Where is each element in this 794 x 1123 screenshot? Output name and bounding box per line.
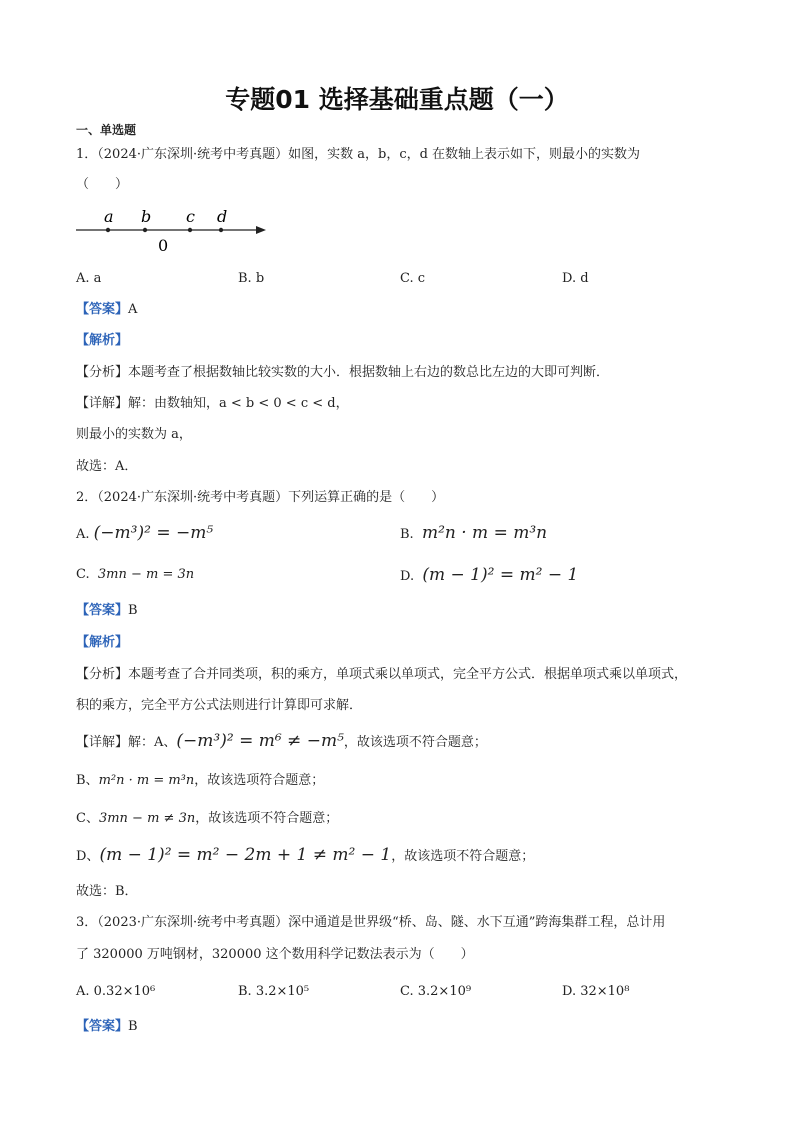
q1-fenxi bbox=[76, 364, 609, 382]
q2-xiangjie-a bbox=[76, 732, 487, 752]
answer-tag: 【答案】 bbox=[76, 302, 129, 317]
label-d: d bbox=[217, 207, 228, 226]
number-line-figure bbox=[76, 204, 276, 256]
q2-fenxi-line2: 积的乘方，完全平方公式法则进行计算即可求解． bbox=[76, 698, 363, 713]
answer-value: B bbox=[128, 1019, 138, 1034]
c-suffix: ，故该选项不符合题意； bbox=[195, 811, 339, 826]
analysis-tag: 【解析】 bbox=[76, 635, 129, 650]
q2-option-c-label: C. bbox=[76, 567, 90, 582]
q2-answer bbox=[76, 602, 138, 620]
q3-stem-line1: 3．（2023·广东深圳·统考中考真题）深中通道是世界级“桥、岛、隧、水下互通”跨海集群工程，总计用 bbox=[76, 915, 666, 930]
q1-analysis-heading bbox=[76, 332, 128, 350]
xiangjie-prefix: 解：A、 bbox=[128, 735, 177, 750]
q1-line2: 则最小的实数为 a， bbox=[76, 427, 192, 442]
point-b bbox=[143, 228, 147, 232]
q2-option-b-label: B. bbox=[400, 527, 414, 542]
page-title: 专题01 选择基础重点题（一） bbox=[225, 85, 569, 114]
q1-option-d: D. d bbox=[562, 271, 589, 286]
d-prefix: D、 bbox=[76, 849, 100, 864]
q3-option-c: C. 3.2×10⁹ bbox=[400, 984, 472, 999]
section-heading: 一、单选题 bbox=[76, 123, 137, 137]
q2-option-b bbox=[400, 524, 547, 544]
b-expr: m²n · m = m³n bbox=[98, 773, 195, 788]
label-b: b bbox=[141, 207, 152, 226]
q2-fenxi-line1 bbox=[76, 666, 687, 684]
q2-analysis-heading bbox=[76, 634, 128, 652]
q2-option-c bbox=[76, 566, 194, 584]
label-zero: 0 bbox=[158, 236, 169, 255]
c-expr: 3mn − m ≠ 3n bbox=[98, 811, 196, 826]
xiangjie-a-suffix: ，故该选项不符合题意； bbox=[343, 735, 487, 750]
q2-xiangjie-d bbox=[76, 846, 534, 866]
q2-option-d bbox=[400, 566, 578, 586]
xiangjie-a-expr: (−m³)² = m⁶ ≠ −m⁵ bbox=[176, 731, 344, 751]
label-a: a bbox=[104, 207, 114, 226]
d-expr: (m − 1)² = m² − 2m + 1 ≠ m² − 1 bbox=[99, 845, 392, 865]
q2-option-b-expr: m²n · m = m³n bbox=[421, 523, 548, 543]
c-prefix: C、 bbox=[76, 811, 99, 826]
q1-answer bbox=[76, 301, 137, 319]
q1-conclusion: 故选：A． bbox=[76, 459, 138, 474]
q2-option-d-expr: (m − 1)² = m² − 1 bbox=[422, 565, 579, 585]
b-suffix: ，故该选项符合题意； bbox=[194, 773, 325, 788]
q3-option-b: B. 3.2×10⁵ bbox=[238, 984, 310, 999]
d-suffix: ，故该选项不符合题意； bbox=[391, 849, 535, 864]
q2-xiangjie-c bbox=[76, 810, 338, 828]
q1-xiangjie bbox=[76, 395, 349, 413]
fenxi-tag: 【分析】 bbox=[76, 365, 129, 380]
point-a bbox=[106, 228, 110, 232]
point-c bbox=[188, 228, 192, 232]
q3-option-a: A. 0.32×10⁶ bbox=[76, 984, 156, 999]
q2-option-d-label: D. bbox=[400, 569, 415, 584]
point-d bbox=[219, 228, 223, 232]
q1-stem-line2: （ ） bbox=[76, 177, 129, 192]
fenxi-tag: 【分析】 bbox=[76, 667, 129, 682]
q3-stem-line2: 了 320000 万吨钢材，320000 这个数用科学记数法表示为（ ） bbox=[76, 947, 474, 962]
q1-option-c: C. c bbox=[400, 271, 426, 286]
q2-stem: 2．（2024·广东深圳·统考中考真题）下列运算正确的是（ ） bbox=[76, 490, 445, 505]
number-line-arrow bbox=[256, 226, 266, 234]
q3-answer bbox=[76, 1018, 138, 1036]
xiangjie-tag: 【详解】 bbox=[76, 735, 129, 750]
q1-stem-line1: 1．（2024·广东深圳·统考中考真题）如图，实数 a，b，c，d 在数轴上表示如下，则最小的实数为 bbox=[76, 147, 641, 162]
q2-option-a bbox=[76, 524, 213, 544]
q2-option-a-label: A. bbox=[76, 527, 90, 542]
answer-value: B bbox=[128, 603, 138, 618]
answer-tag: 【答案】 bbox=[76, 1019, 129, 1034]
q2-option-a-expr: (−m³)² = −m⁵ bbox=[93, 523, 214, 543]
answer-value: A bbox=[128, 302, 138, 317]
q2-xiangjie-b bbox=[76, 772, 324, 790]
q3-option-d: D. 32×10⁸ bbox=[562, 984, 630, 999]
q1-option-a: A. a bbox=[76, 271, 102, 286]
fenxi-text: 本题考查了根据数轴比较实数的大小．根据数轴上右边的数总比左边的大即可判断． bbox=[128, 365, 610, 380]
xiangjie-text: 解：由数轴知，a < b < 0 < c < d， bbox=[128, 396, 349, 411]
fenxi-text: 本题考查了合并同类项，积的乘方，单项式乘以单项式，完全平方公式．根据单项式乘以单项式， bbox=[128, 667, 688, 682]
q2-option-c-expr: 3mn − m = 3n bbox=[97, 567, 195, 582]
b-prefix: B、 bbox=[76, 773, 99, 788]
answer-tag: 【答案】 bbox=[76, 603, 129, 618]
xiangjie-tag: 【详解】 bbox=[76, 396, 129, 411]
analysis-tag: 【解析】 bbox=[76, 333, 129, 348]
label-c: c bbox=[186, 207, 195, 226]
q1-option-b: B. b bbox=[238, 271, 265, 286]
q2-conclusion: 故选：B． bbox=[76, 884, 138, 899]
